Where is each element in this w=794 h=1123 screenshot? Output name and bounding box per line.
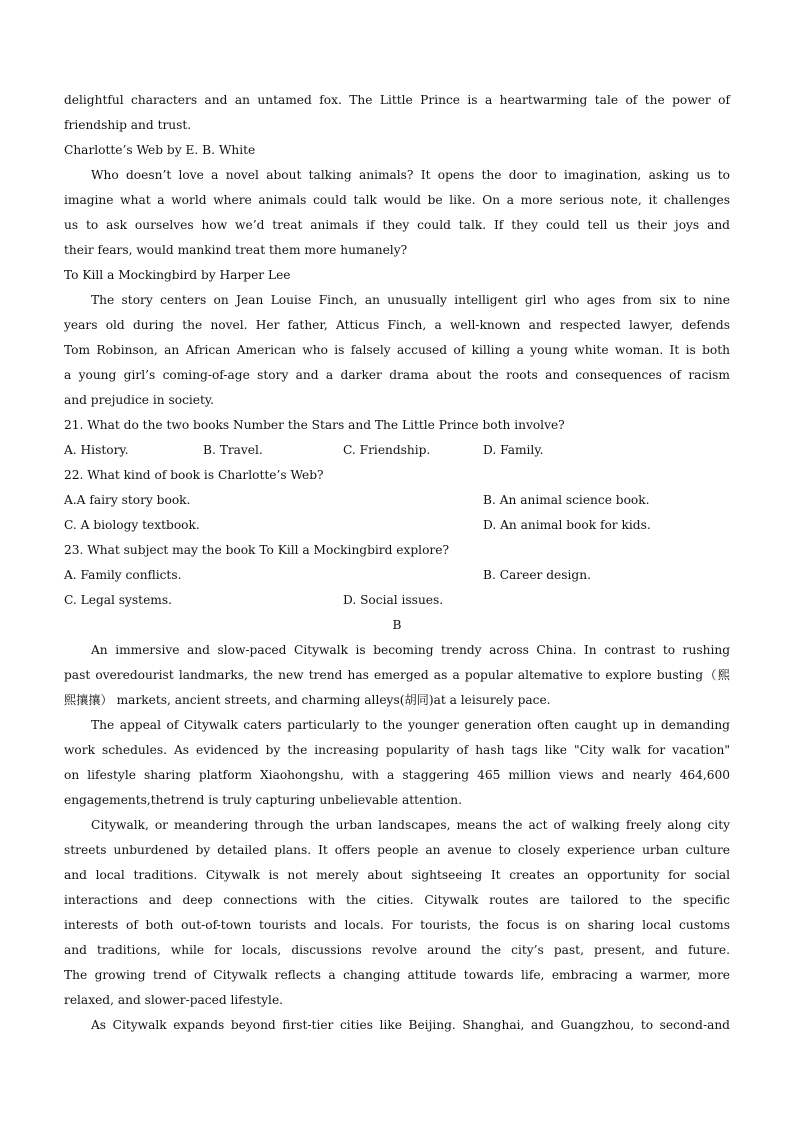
text-line: on lifestyle sharing platform Xiaohongshu, with a staggering 465 million views and nearly 464,600 <box>64 768 730 782</box>
text-line: past overedourist landmarks, the new trend has emerged as a popular altemative to explore busting（熙 <box>64 668 730 682</box>
option-b[interactable]: B. Career design. <box>483 568 591 582</box>
text-line: Citywalk, or meandering through the urban landscapes, means the act of walking freely along city <box>91 818 730 832</box>
option-c[interactable]: C. Friendship. <box>343 443 431 457</box>
option-b[interactable]: B. An animal science book. <box>483 493 650 507</box>
text-line: As Citywalk expands beyond first-tier cities like Beijing. Shanghai, and Guangzhou, to second-and <box>91 1018 730 1032</box>
question-stem: 23. What subject may the book To Kill a Mockingbird explore? <box>64 543 449 557</box>
question-stem: 21. What do the two books Number the Stars and The Little Prince both involve? <box>64 418 565 432</box>
text-line: interactions and deep connections with the cities. Citywalk routes are tailored to the specific <box>64 893 730 907</box>
question-options <box>64 563 730 588</box>
text-line: 熙攘攘） markets, ancient streets, and charming alleys(胡同)at a leisurely pace. <box>64 693 551 707</box>
text-line: us to ask ourselves how we’d treat animals if they could talk. If they could tell us their joys and <box>64 218 730 232</box>
question-stem: 22. What kind of book is Charlotte’s Web? <box>64 468 324 482</box>
option-a[interactable]: A. History. <box>64 443 129 457</box>
text-line: The appeal of Citywalk caters particularly to the younger generation often caught up in demanding <box>91 718 730 732</box>
option-b[interactable]: B. Travel. <box>203 443 263 457</box>
text-line: their fears, would mankind treat them more humanely? <box>64 243 408 257</box>
question-options <box>64 488 730 513</box>
section-heading: B <box>392 618 402 632</box>
text-line: delightful characters and an untamed fox. The Little Prince is a heartwarming tale of the power of <box>64 93 730 107</box>
text-line: a young girl’s coming-of-age story and a darker drama about the roots and consequences of racism <box>64 368 730 382</box>
text-line: relaxed, and slower-paced lifestyle. <box>64 993 284 1007</box>
text-line: The story centers on Jean Louise Finch, an unusually intelligent girl who ages from six to nine <box>91 293 730 307</box>
text-line: Who doesn’t love a novel about talking animals? It opens the door to imagination, asking us to <box>91 168 730 182</box>
text-line: interests of both out-of-town tourists and locals. For tourists, the focus is on sharing local customs <box>64 918 730 932</box>
text-line: The growing trend of Citywalk reflects a changing attitude towards life, embracing a warmer, more <box>64 968 730 982</box>
book-title: To Kill a Mockingbird by Harper Lee <box>64 268 291 282</box>
exam-page <box>64 88 730 1038</box>
text-line: An immersive and slow-paced Citywalk is becoming trendy across China. In contrast to rushing <box>91 643 730 657</box>
text-line: and traditions, while for locals, discussions revolve around the city’s past, present, and future. <box>64 943 730 957</box>
option-d[interactable]: D. An animal book for kids. <box>483 518 651 532</box>
question-options <box>64 588 730 613</box>
option-a[interactable]: A.A fairy story book. <box>64 493 191 507</box>
text-line: and prejudice in society. <box>64 393 215 407</box>
option-d[interactable]: D. Social issues. <box>343 593 444 607</box>
text-line: imagine what a world where animals could talk would be like. On a more serious note, it challenges <box>64 193 730 207</box>
text-line: Tom Robinson, an African American who is falsely accused of killing a young white woman. It is both <box>64 343 730 357</box>
text-line: years old during the novel. Her father, Atticus Finch, a well-known and respected lawyer, defends <box>64 318 730 332</box>
book-title: Charlotte’s Web by E. B. White <box>64 143 256 157</box>
question-options <box>64 513 730 538</box>
text-line: work schedules. As evidenced by the increasing popularity of hash tags like "City walk for vacation" <box>64 743 730 757</box>
option-d[interactable]: D. Family. <box>483 443 544 457</box>
option-c[interactable]: C. Legal systems. <box>64 593 172 607</box>
question-options <box>64 438 730 463</box>
option-c[interactable]: C. A biology textbook. <box>64 518 200 532</box>
text-line: friendship and trust. <box>64 118 192 132</box>
text-line: and local traditions. Citywalk is not merely about sightseeing It creates an opportunity for social <box>64 868 730 882</box>
text-line: engagements,thetrend is truly capturing unbelievable attention. <box>64 793 462 807</box>
option-a[interactable]: A. Family conflicts. <box>64 568 182 582</box>
text-line: streets unburdened by detailed plans. It offers people an avenue to closely experience urban culture <box>64 843 730 857</box>
